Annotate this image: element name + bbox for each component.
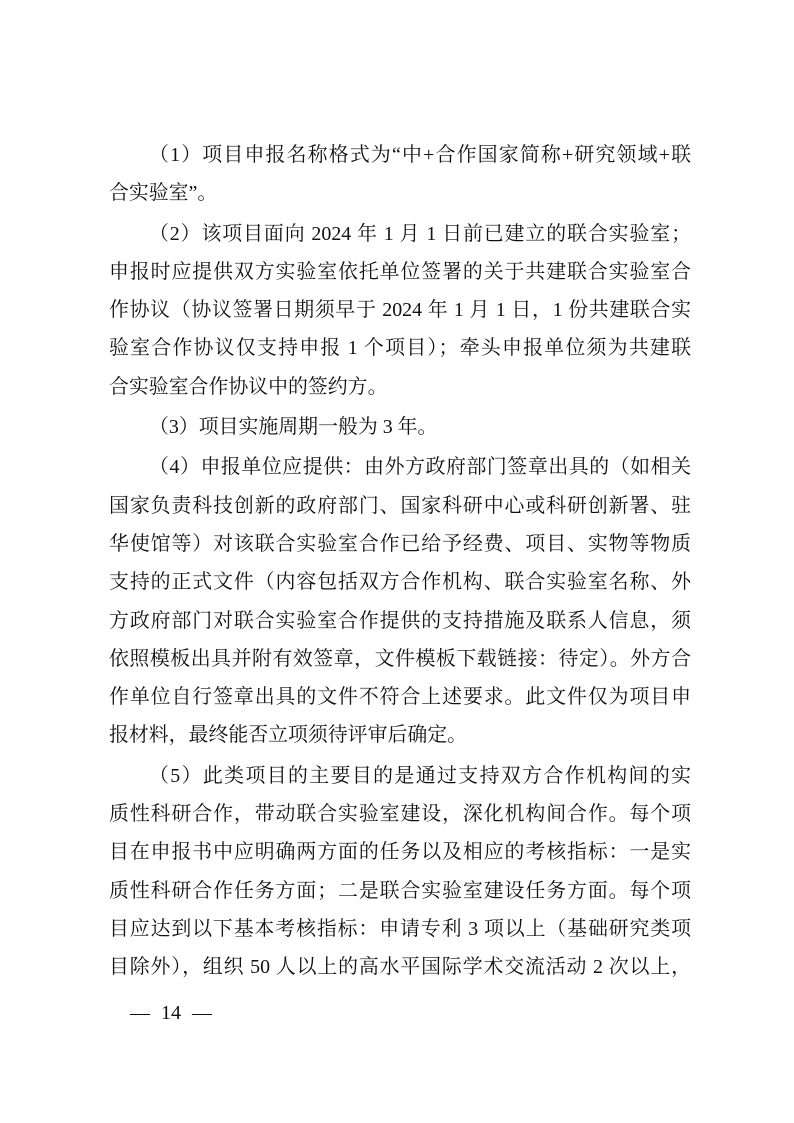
text-line: 质性科研合作，带动联合实验室建设，深化机构间合作。每个项 — [109, 803, 691, 826]
paragraph-3 — [109, 408, 691, 446]
paragraph-2 — [109, 215, 691, 406]
text-line: （3）项目实施周期一般为 3 年。 — [149, 416, 438, 439]
paragraph-5 — [109, 757, 691, 987]
paragraph-4 — [109, 448, 691, 754]
text-line: 目应达到以下基本考核指标：申请专利 3 项以上（基础研究类项 — [109, 917, 691, 940]
text-line: 方政府部门对联合实验室合作提供的支持措施及联系人信息，须 — [109, 609, 691, 632]
text-line: 合实验室”。 — [109, 182, 218, 205]
text-line: 华使馆等）对该联合实验室合作已给予经费、项目、实物等物质 — [109, 532, 691, 555]
text-line: （5）此类项目的主要目的是通过支持双方合作机构间的实 — [149, 764, 691, 787]
text-line: 支持的正式文件（内容包括双方合作机构、联合实验室名称、外 — [109, 571, 691, 594]
text-line: 验室合作协议仅支持申报 1 个项目）；牵头申报单位须为共建联 — [109, 337, 691, 360]
text-line: 目除外），组织 50 人以上的高水平国际学术交流活动 2 次以上， — [109, 956, 691, 979]
text-line: 合实验室合作协议中的签约方。 — [109, 375, 388, 398]
document-body — [109, 136, 691, 987]
paragraph-1 — [109, 136, 691, 213]
text-line: （4）申报单位应提供：由外方政府部门签章出具的（如相关 — [149, 456, 691, 479]
page-number: — 14 — — [130, 1002, 212, 1024]
text-line: 作协议（协议签署日期须早于 2024 年 1 月 1 日，1 份共建联合实 — [109, 299, 691, 322]
text-line: （2）该项目面向 2024 年 1 月 1 日前已建立的联合实验室； — [149, 222, 691, 245]
text-line: 国家负责科技创新的政府部门、国家科研中心或科研创新署、驻 — [109, 494, 691, 517]
text-line: 申报时应提供双方实验室依托单位签署的关于共建联合实验室合 — [109, 260, 691, 283]
text-line: 目在申报书中应明确两方面的任务以及相应的考核指标：一是实 — [109, 841, 691, 864]
text-line: 质性科研合作任务方面；二是联合实验室建设任务方面。每个项 — [109, 879, 691, 902]
text-line: （1）项目申报名称格式为“中+合作国家简称+研究领域+联 — [149, 144, 691, 166]
text-line: 依照模板出具并附有效签章，文件模板下载链接：待定）。外方合 — [109, 647, 691, 670]
text-line: 报材料，最终能否立项须待评审后确定。 — [109, 724, 468, 747]
text-line: 作单位自行签章出具的文件不符合上述要求。此文件仅为项目申 — [109, 686, 691, 709]
